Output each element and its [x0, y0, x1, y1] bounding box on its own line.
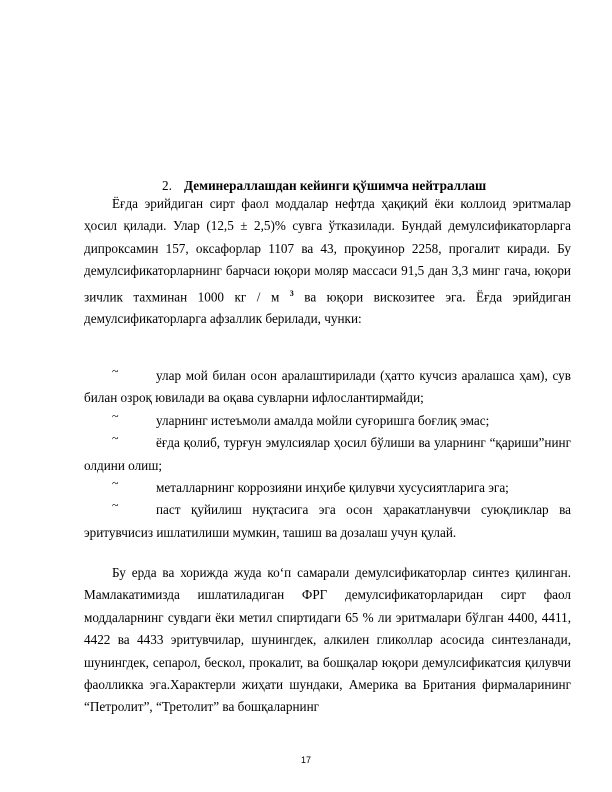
- paragraph-intro-text: Ёғда эрийдиган сирт фаол моддалар нефтда ҳақиқий ёки коллоид эритмалар ҳосил қилади. Улар (12,5 ± 2,5)% сувга ўтказилади. Бундай демулсификаторларга дипроксамин 157, оксафорлар 1107 ва 43, проқуинор 2258, прогалит киради. Бу демулсификаторларнинг барчаси юқори моляр массаси 91,5 дан 3,3 минг гача, юқори зичлик тахминан 1000 кг / м: [84, 196, 571, 305]
- tilde-bullet-icon: ~: [112, 498, 119, 513]
- tilde-bullet-icon: ~: [112, 408, 119, 423]
- list-item: [84, 477, 571, 499]
- tilde-bullet-icon: ~: [112, 431, 119, 446]
- list-item: [84, 432, 571, 477]
- tilde-bullet-icon: ~: [112, 364, 119, 378]
- list-item: [84, 499, 571, 544]
- list-item: [84, 365, 571, 410]
- list-item-text: металларнинг коррозияни инҳибе қилувчи хусусиятларига эга;: [156, 480, 509, 496]
- list-item-text: паст қуйилиш нуқтасига эга осон ҳаракатланувчи суюқликлар ва эритувчисиз ишлатилиши мумкин, ташиш ва дозалаш учун қулай.: [84, 502, 571, 540]
- list-item-text: уларнинг истеъмоли амалда мойли суғоришга боғлиқ эмас;: [156, 412, 490, 428]
- page-number: 17: [300, 755, 311, 765]
- list-item-text: ёғда қолиб, турғун эмулсиялар ҳосил бўлиши ва уларнинг “қариши”нинг олдини олиш;: [84, 435, 571, 473]
- paragraph-intro: [84, 193, 571, 331]
- advantages-list: [84, 365, 571, 544]
- list-item-text: улар мой билан осон аралаштирилади (ҳатто кучсиз аралашса ҳам), сув билан озроқ ювилади ва оқава сувларни ифлослантирмайди;: [84, 368, 571, 406]
- paragraph-demulsifiers: Бу ерда ва хорижда жуда ко‘п самарали демулсификаторлар синтез қилинган. Мамлакатимизда ишлатиладиган ФРГ демулсификаторларидан сирт фаол моддаларнинг сувдаги ёки метил спиртидаги 65 % ли эритмалари бўлган 4400, 4411, 4422 ва 4433 эритувчилар, шунингдек, алкилен гликоллар асосида синтезланади, шунингдек, сепарол, бескол, прокалит, ва бошқалар юқори демулсификатсия қилувчи фаолликка эга.Характерли жиҳати шундаки, Америка ва Британия фирмаларининг “Петролит”, “Третолит” ва бошқаларнинг: [84, 565, 571, 715]
- section-title: Деминераллашдан кейинги қўшимча нейтраллаш: [184, 178, 487, 193]
- paragraph-intro-text-end: ва юқори вискозитее эга. Ёғда эрийдиган демулсификаторларга афзаллик берилади, чунки:: [84, 289, 571, 327]
- superscript-cubed: 3: [289, 288, 294, 298]
- section-number: 2.: [162, 178, 172, 193]
- tilde-bullet-icon: ~: [112, 476, 119, 491]
- list-item: [84, 410, 571, 432]
